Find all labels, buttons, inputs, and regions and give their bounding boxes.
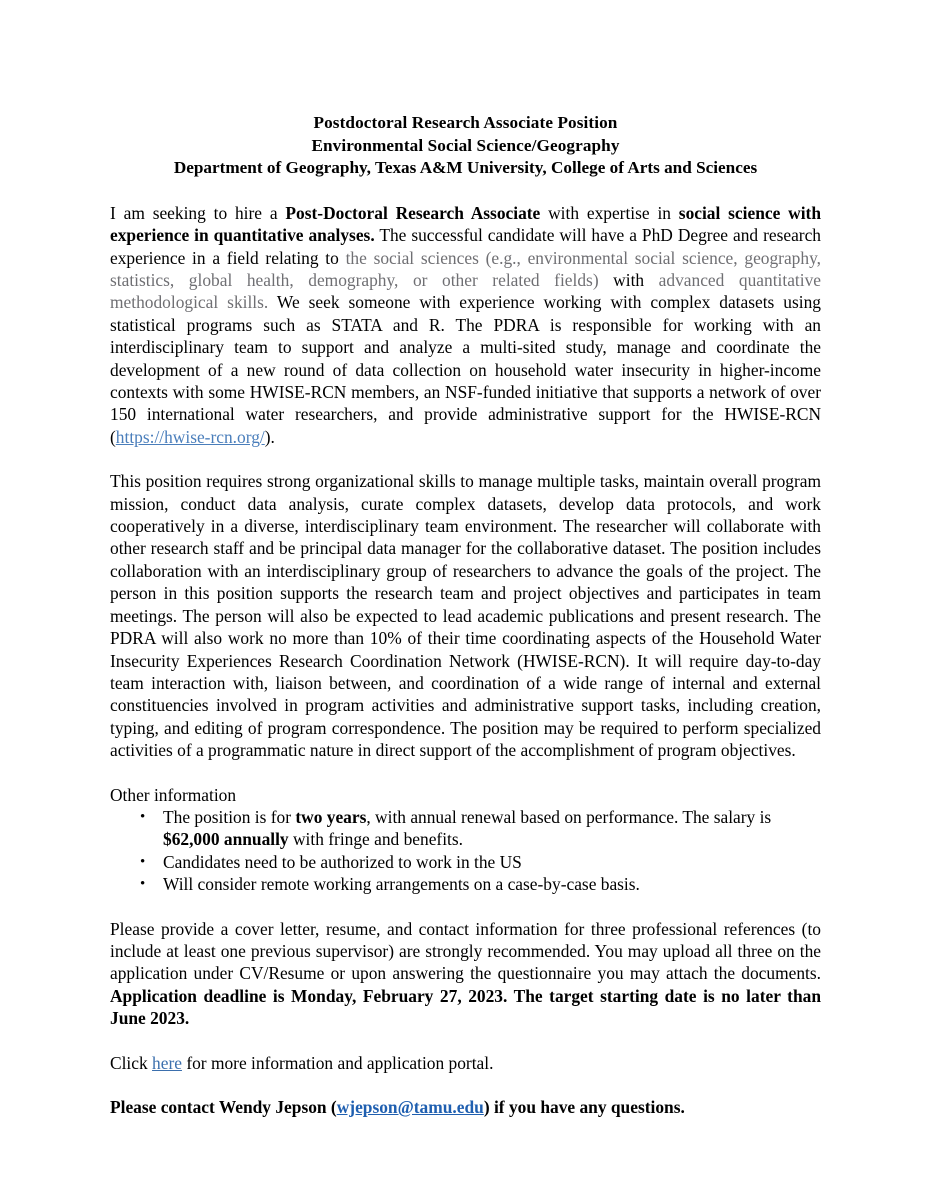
- bullet-1-salary-bold: $62,000 annually: [163, 829, 289, 850]
- bullet-1-text-1: The position is for: [163, 806, 296, 827]
- title-line-1: Postdoctoral Research Associate Position: [313, 113, 618, 132]
- paragraph-responsibilities: This position requires strong organizational skills to manage multiple tasks, maintain overall program mission, conduct data analysis, curate complex datasets, develop data protocols, and work cooperatively in a diverse, interdisciplinary team environment. The researcher will collaborate with other research staff and be principal data manager for the collaborative dataset. The position includes collaboration with an interdisciplinary group of researchers to advance the goals of the project. The person in this position supports the research team and project objectives and participates in team meetings. The person will also be expected to lead academic publications and present research. The PDRA will also work no more than 10% of their time coordinating aspects of the Household Water Insecurity Experiences Research Coordination Network (HWISE-RCN). It will require day-to-day team interaction with, liaison between, and coordination of a wide range of internal and external constituencies involved in program activities and administrative support tasks, including creation, typing, and editing of program correspondence. The position may be required to perform specialized activities of a programmatic nature in direct support of the accomplishment of program objectives.: [110, 471, 821, 761]
- intro-role-bold: Post-Doctoral Research Associate: [285, 202, 541, 223]
- bullet-3-text: Will consider remote working arrangements on a case-by-case basis.: [163, 874, 640, 895]
- intro-text-4: with: [598, 270, 659, 290]
- document-content: [110, 112, 821, 1118]
- here-link[interactable]: here: [152, 1052, 182, 1073]
- intro-text-6: ).: [264, 426, 275, 447]
- bullet-1-text-3: with fringe and benefits.: [288, 829, 463, 850]
- hwise-rcn-link[interactable]: https://hwise-rcn.org/: [115, 426, 265, 447]
- spacer-after-paragraph-1: [110, 448, 821, 470]
- application-text: Please provide a cover letter, resume, and contact information for three professional references (to include at least one previous supervisor) are strongly recommended. You may upload all three on the application under CV/Resume or upon answering the questionnaire you may attach the documents.: [110, 918, 821, 984]
- intro-text-3: The successful candidate will have a PhD Degree and research experience in a field relating to: [110, 225, 822, 268]
- bullet-1-text-2: , with annual renewal based on performance. The salary is: [366, 806, 772, 827]
- intro-expertise-bold: social science with experience in quantitative analyses.: [110, 202, 821, 246]
- paragraph-contact: [110, 1096, 821, 1118]
- portal-text-2: for more information and application portal.: [181, 1052, 494, 1073]
- paragraph-application: [110, 918, 821, 1030]
- bullet-icon: •: [140, 853, 146, 870]
- bullet-1-duration-bold: two years: [295, 806, 367, 827]
- contact-text-1: Please contact Wendy Jepson (: [110, 1097, 337, 1117]
- spacer-after-title: [110, 180, 821, 202]
- document-title-block: [110, 112, 821, 180]
- other-information-heading: Other information: [110, 784, 237, 805]
- intro-text-5: We seek someone with experience working with complex datasets using statistical programs such as STATA and R. The PDRA is responsible for working with an interdisciplinary team to support and analyze a multi-sited study, manage and coordinate the development of a new round of data collection on household water insecurity in higher-income contexts with some HWISE-RCN members, an NSF-funded initiative that supports a network of over 150 international water researchers, and provide administrative support for the HWISE-RCN (: [110, 292, 821, 447]
- intro-text-1: I am seeking to hire a: [110, 202, 286, 223]
- list-item: [110, 873, 821, 895]
- list-item: [110, 851, 821, 873]
- email-link[interactable]: wjepson@tamu.edu: [336, 1097, 484, 1117]
- bullet-2-text: Candidates need to be authorized to work in the US: [163, 851, 522, 872]
- paragraph-intro: [110, 202, 821, 448]
- title-line-2: Environmental Social Science/Geography: [311, 135, 620, 155]
- bullet-icon: •: [140, 876, 146, 893]
- intro-fields-faded: the social sciences (e.g., environmental social science, geography, statistics, global health, demography, or other related fields): [110, 247, 821, 290]
- application-deadline-bold: Application deadline is Monday, February 27, 2023. The target starting date is no later than June 2023.: [110, 985, 821, 1029]
- portal-text-1: Click: [110, 1052, 153, 1073]
- intro-text-2: with expertise in: [540, 202, 679, 223]
- bullet-icon: •: [140, 808, 146, 825]
- spacer-after-paragraph-3: [110, 1030, 821, 1052]
- list-item: [110, 806, 821, 851]
- intro-skills-faded: advanced quantitative methodological skills.: [110, 270, 821, 313]
- paragraph-portal-link: [110, 1052, 821, 1074]
- contact-text-2: ) if you have any questions.: [483, 1097, 685, 1117]
- other-information-list: [110, 806, 821, 896]
- spacer-after-bullets: [110, 896, 821, 918]
- spacer-after-paragraph-4: [110, 1074, 821, 1096]
- spacer-after-paragraph-2: [110, 762, 821, 784]
- title-line-3: Department of Geography, Texas A&M University, College of Arts and Sciences: [173, 158, 758, 178]
